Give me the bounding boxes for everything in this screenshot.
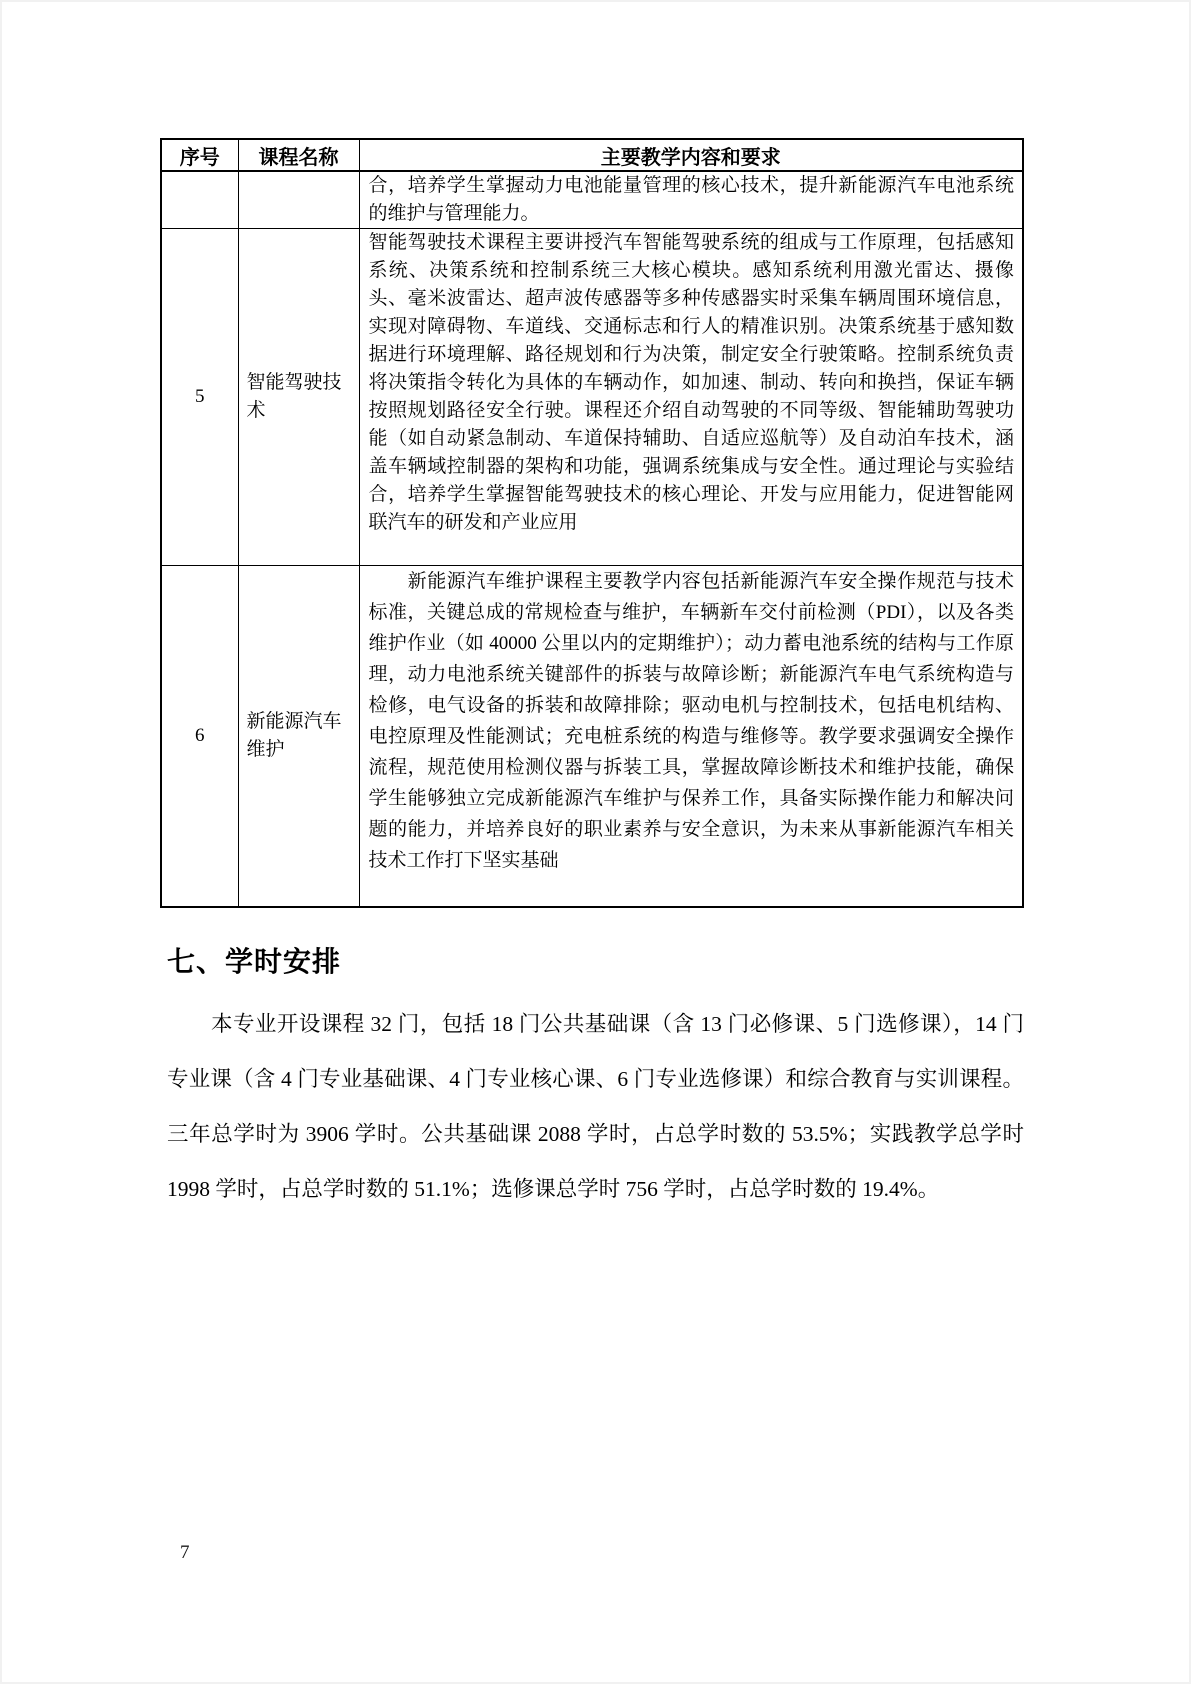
cell-course-number	[161, 171, 238, 229]
cell-course-name: 智能驾驶技术	[238, 229, 359, 566]
cell-course-name	[238, 171, 359, 229]
cell-course-number: 6	[161, 566, 238, 908]
table-row-course-5	[161, 229, 1023, 566]
hours-summary-paragraph: 本专业开设课程 32 门，包括 18 门公共基础课（含 13 门必修课、5 门选修课），14 门专业课（含 4 门专业基础课、4 门专业核心课、6 门专业选修课）和综合教育与实训课程。三年总学时为 3906 学时。公共基础课 2088 学时，占总学时数的 53.5%；实践教学总学时 1998 学时，占总学时数的 51.1%；选修课总学时 756 学时，占总学时数的 19.4%。	[167, 1012, 1024, 1201]
course-content-table	[160, 138, 1024, 908]
header-cell-course-name: 课程名称	[238, 139, 359, 171]
table-row-continued	[161, 171, 1023, 229]
cell-course-name: 新能源汽车维护	[238, 566, 359, 908]
section-heading-hours-arrangement: 七、学时安排	[167, 946, 342, 977]
page-number: 7	[180, 1542, 190, 1563]
cell-course-content: 合，培养学生掌握动力电池能量管理的核心技术，提升新能源汽车电池系统的维护与管理能力。	[359, 171, 1023, 229]
cell-course-content: 新能源汽车维护课程主要教学内容包括新能源汽车安全操作规范与技术标准，关键总成的常规检查与维护，车辆新车交付前检测（PDI），以及各类维护作业（如 40000 公里以内的定期维护）；动力蓄电池系统的结构与工作原理，动力电池系统关键部件的拆装与故障诊断；新能源汽车电气系统构造与检修，电气设备的拆装和故障排除；驱动电机与控制技术，包括电机结构、电控原理及性能测试；充电桩系统的构造与维修等。教学要求强调安全操作流程，规范使用检测仪器与拆装工具，掌握故障诊断技术和维护技能，确保学生能够独立完成新能源汽车维护与保养工作，具备实际操作能力和解决问题的能力，并培养良好的职业素养与安全意识，为未来从事新能源汽车相关技术工作打下坚实基础	[359, 566, 1023, 908]
cell-course-content: 智能驾驶技术课程主要讲授汽车智能驾驶系统的组成与工作原理，包括感知系统、决策系统和控制系统三大核心模块。感知系统利用激光雷达、摄像头、毫米波雷达、超声波传感器等多种传感器实时采集车辆周围环境信息，实现对障碍物、车道线、交通标志和行人的精准识别。决策系统基于感知数据进行环境理解、路径规划和行为决策，制定安全行驶策略。控制系统负责将决策指令转化为具体的车辆动作，如加速、制动、转向和换挡，保证车辆按照规划路径安全行驶。课程还介绍自动驾驶的不同等级、智能辅助驾驶功能（如自动紧急制动、车道保持辅助、自适应巡航等）及自动泊车技术，涵盖车辆域控制器的架构和功能，强调系统集成与安全性。通过理论与实验结合，培养学生掌握智能驾驶技术的核心理论、开发与应用能力，促进智能网联汽车的研发和产业应用	[359, 229, 1023, 566]
table-header-row	[161, 139, 1023, 171]
cell-course-number: 5	[161, 229, 238, 566]
header-cell-teaching-content: 主要教学内容和要求	[359, 139, 1023, 171]
header-cell-number: 序号	[161, 139, 238, 171]
table-row-course-6	[161, 566, 1023, 908]
